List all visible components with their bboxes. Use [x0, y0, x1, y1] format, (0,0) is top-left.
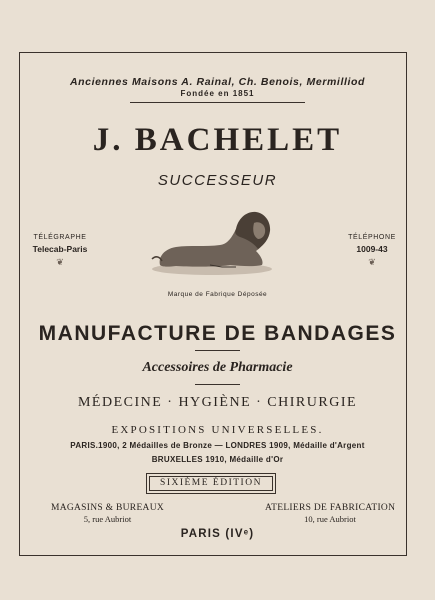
divider [130, 102, 305, 103]
shops-block [50, 503, 165, 524]
divider [195, 384, 240, 385]
edition-box [146, 473, 276, 494]
exhibitions-title: EXPOSITIONS UNIVERSELLES. [111, 424, 324, 436]
workshops-block [265, 503, 395, 524]
business-subtitle: Accessoires de Pharmacie [142, 360, 293, 375]
business-fields: MÉDECINE · HYGIÈNE · CHIRURGIE [77, 395, 358, 410]
edition-label: SIXIÈME ÉDITION [149, 476, 273, 491]
company-name: J. BACHELET [92, 122, 343, 158]
telephone-label: TÉLÉPHONE [348, 234, 396, 241]
telegraph-label: TÉLÉGRAPHE [33, 234, 87, 241]
business-title: MANUFACTURE DE BANDAGES [38, 322, 397, 345]
telegraph-block [24, 234, 96, 268]
city-label: PARIS (IVᵉ) [180, 528, 255, 540]
telephone-value: 1009-43 [356, 244, 388, 254]
shops-address: 5, rue Aubriot [83, 514, 132, 524]
awards-line-1: PARIS.1900, 2 Médailles de Bronze — LONDRES 1909, Médaille d'Argent [70, 441, 365, 450]
ornament-icon: ❦ [56, 257, 64, 267]
workshops-address: 10, rue Aubriot [304, 514, 356, 524]
workshops-title: ATELIERS DE FABRICATION [265, 503, 396, 513]
founded-date: Fondée en 1851 [180, 89, 255, 98]
former-houses: Anciennes Maisons A. Rainal, Ch. Benois, Mermilliod [69, 76, 366, 88]
awards-line-2: BRUXELLES 1910, Médaille d'Or [151, 455, 284, 464]
ornament-icon: ❦ [368, 257, 376, 267]
divider [195, 350, 240, 351]
shops-title: MAGASINS & BUREAUX [50, 503, 165, 513]
trademark-caption: Marque de Fabrique Déposée [167, 291, 268, 298]
lion-trademark-icon [150, 203, 275, 283]
successor-label: SUCCESSEUR [157, 172, 278, 189]
telephone-block [337, 234, 407, 268]
telegraph-value: Telecab-Paris [32, 244, 88, 254]
